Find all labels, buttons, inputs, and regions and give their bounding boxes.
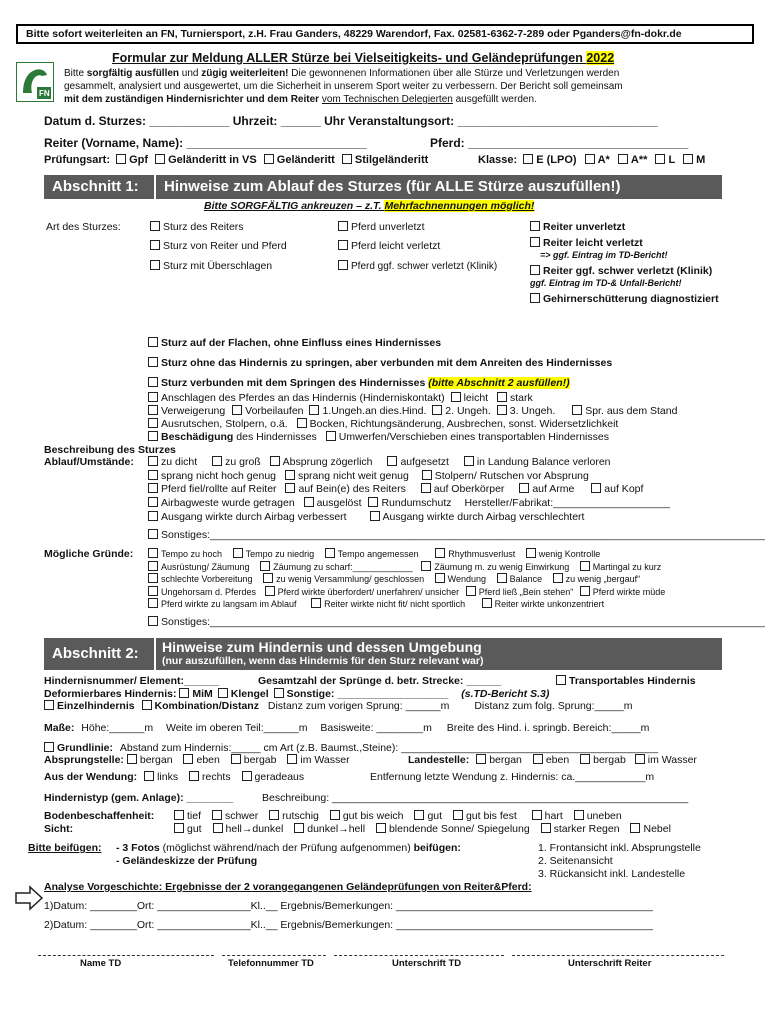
vis-light-dark[interactable]: hell→dunkel	[213, 823, 284, 835]
desc-chipped[interactable]: aufgesetzt	[387, 456, 448, 468]
section2-title: Hinweise zum Hindernis und dessen Umgebung	[162, 639, 482, 655]
vis-rain[interactable]: starker Regen	[541, 823, 620, 835]
top-width-field[interactable]: Weite im oberen Teil:______m	[166, 722, 308, 734]
jump-runout[interactable]: Vorbeilaufen	[232, 405, 303, 417]
reason-balance[interactable]: Balance	[497, 574, 543, 584]
airbag-better[interactable]: Ausgang wirkte durch Airbag verbessert	[148, 511, 347, 523]
desc-on-arms[interactable]: auf Arme	[519, 483, 574, 495]
takeoff-level[interactable]: eben	[183, 754, 219, 766]
concussion[interactable]: Gehirnerschütterung diagnostiziert	[530, 293, 719, 305]
desc-row-3	[148, 483, 643, 495]
desc-label-2: Ablauf/Umstände:	[44, 456, 134, 468]
landing-water[interactable]: im Wasser	[635, 754, 697, 766]
reason-leg-left[interactable]: Pferd ließ „Bein stehen“	[466, 587, 574, 597]
history-line-1[interactable]: 1)Datum: ________Ort: ________________Kl..__ Ergebnis/Bemerkungen: ____________________________________________	[44, 900, 653, 912]
desc-label-1: Beschreibung des Sturzes	[44, 444, 176, 456]
horse-light-injury[interactable]: Pferd leicht verletzt	[338, 240, 440, 252]
reasons-row-4	[148, 586, 665, 597]
rider-unhurt[interactable]: Reiter unverletzt	[530, 221, 625, 233]
desc-hesitant[interactable]: Absprung zögerlich	[270, 456, 373, 468]
reason-preparation[interactable]: schlechte Vorbereitung	[148, 574, 253, 584]
section2-title-box	[156, 638, 722, 670]
base-width-field[interactable]: Basisweite: ________m	[320, 722, 432, 734]
desc-on-head[interactable]: auf Kopf	[591, 483, 643, 495]
attach-label: Bitte beifügen:	[28, 842, 102, 854]
jump-standstill[interactable]: Spr. aus dem Stand	[572, 405, 677, 417]
jump-refusal[interactable]: Verweigerung	[148, 405, 225, 417]
ground-heavy[interactable]: schwer	[212, 810, 258, 822]
ground-good-firm[interactable]: gut bis fest	[453, 810, 517, 822]
ground-good-soft[interactable]: gut bis weich	[330, 810, 404, 822]
date-time-place-line[interactable]: Datum d. Sturzes: ____________ Uhrzeit: ______ Uhr Veranstaltungsort: ______________________________	[44, 114, 658, 128]
desc-on-legs[interactable]: auf Bein(e) des Reiters	[285, 483, 405, 495]
obstacle-number[interactable]: Hindernisnummer/ Element:______	[44, 675, 220, 687]
sig-line-sign-rider[interactable]	[512, 955, 724, 956]
history-line-2[interactable]: 2)Datum: ________Ort: ________________Kl..__ Ergebnis/Bemerkungen: ____________________________________________	[44, 919, 653, 931]
obstacle-width-field[interactable]: Breite des Hind. i. springb. Bereich:_____m	[446, 722, 650, 734]
sig-label-sign-td: Unterschrift TD	[392, 958, 462, 969]
desc-other[interactable]: Sonstiges:_______________________________________________________________________________________________	[148, 529, 765, 541]
arrow-right-icon	[14, 884, 44, 912]
rider-name-line[interactable]: Reiter (Vorname, Name): ___________________________	[44, 136, 367, 150]
exam-type-row: Prüfungsart: Gpf Geländeritt in VS Geländeritt Stilgeländeritt	[44, 154, 429, 166]
class-a1[interactable]: A*	[585, 154, 610, 166]
sig-line-sign-td[interactable]	[334, 955, 504, 956]
reason-rider-unfit[interactable]: Reiter wirkte nicht fit/ nicht sportlich	[311, 599, 465, 609]
ground-good[interactable]: gut	[414, 810, 442, 822]
takeoff-row: Absprungstelle: bergan eben bergab im Wasser	[44, 754, 350, 766]
photo-1: 1. Frontansicht inkl. Absprungstelle	[538, 842, 701, 854]
page-title: Formular zur Meldung ALLER Stürze bei Vielseitigkeits- und Geländeprüfungen 2022	[112, 51, 615, 65]
horse-severe-injury[interactable]: Pferd ggf. schwer verletzt (Klinik)	[338, 260, 497, 272]
fall-jump[interactable]: Sturz verbunden mit dem Springen des Hindernisses (bitte Abschnitt 2 ausfüllen!)	[148, 377, 570, 389]
photo-2: 2. Seitenansicht	[538, 855, 613, 867]
reason-too-fast[interactable]: Tempo zu hoch	[148, 549, 222, 559]
reasons-row-1	[148, 548, 600, 559]
class-l[interactable]: L	[655, 154, 675, 166]
intro-line-1: Bitte sorgfältig ausfüllen und zügig weiterleiten! Die gewonnenen Informationen über alle Stürze und Verletzungen werden	[64, 68, 620, 79]
jump-contact-light[interactable]: leicht	[451, 392, 489, 404]
single-obstacle[interactable]: Einzelhindernis	[44, 700, 135, 712]
groundline-row[interactable]: Grundlinie: Abstand zum Hindernis:_____ cm Art (z.B. Baumst.,Steine): ____________________________________________	[44, 742, 658, 754]
desc-horse-fell-on-rider[interactable]: Pferd fiel/rollte auf Reiter	[148, 483, 277, 495]
vis-fog[interactable]: Nebel	[630, 823, 670, 835]
desc-not-high[interactable]: sprang nicht hoch genug	[148, 470, 276, 482]
desc-stumble[interactable]: Stolpern/ Rutschen vor Absprung	[422, 470, 589, 482]
dist-next[interactable]: Distanz zum folg. Sprung:_____m	[474, 700, 633, 712]
ground-hard[interactable]: hart	[532, 810, 563, 822]
dimensions-row: Maße: Höhe:______m Weite im oberen Teil:______m Basisweite: ________m Breite des Hind. i. springb. Bereich:_____m	[44, 722, 650, 734]
class-e[interactable]: E (LPO)	[520, 154, 576, 166]
vis-good[interactable]: gut	[174, 823, 202, 835]
reason-turn[interactable]: Wendung	[435, 574, 486, 584]
landing-uphill[interactable]: bergan	[476, 754, 522, 766]
fall-type-label: Art des Sturzes:	[46, 221, 121, 233]
horse-unhurt[interactable]: Pferd unverletzt	[338, 221, 425, 233]
airbag-worn[interactable]: Airbagweste wurde getragen	[148, 497, 295, 509]
transportable[interactable]: Transportables Hindernis	[556, 675, 696, 687]
fn-logo	[16, 62, 54, 102]
reason-rhythm[interactable]: Rhythmusverlust	[435, 549, 515, 559]
rider-light-note: => ggf. Eintrag im TD-Bericht!	[540, 250, 668, 260]
section1-title: Hinweise zum Ablauf des Sturzes (für ALLE Stürze auszufüllen!)	[156, 175, 722, 199]
ground-uneven[interactable]: uneben	[574, 810, 622, 822]
airbag-full-protection[interactable]: Rundumschutz	[368, 497, 451, 509]
airbag-manufacturer[interactable]: Hersteller/Fabrikat:____________________	[464, 497, 670, 509]
rider-severe-note: ggf. Eintrag im TD-& Unfall-Bericht!	[530, 278, 682, 288]
height-field[interactable]: Höhe:______m	[81, 722, 154, 734]
landing-level[interactable]: eben	[533, 754, 569, 766]
turn-row: Aus der Wendung: links rechts geradeaus	[44, 771, 305, 783]
obstacle-description[interactable]: Beschreibung: _____________________________________________________________	[262, 792, 689, 804]
exam-gpf[interactable]: Gpf	[113, 154, 148, 166]
rider-severe-injury[interactable]: Reiter ggf. schwer verletzt (Klinik)	[530, 265, 712, 277]
turn-straight[interactable]: geradeaus	[242, 771, 305, 783]
sig-line-phone-td[interactable]	[222, 955, 326, 956]
sig-line-name-td[interactable]	[38, 955, 214, 956]
jump-disob-2[interactable]: 2. Ungeh.	[432, 405, 491, 417]
jump-bucking[interactable]: Bocken, Richtungsänderung, Ausbrechen, sonst. Widersetzlichkeit	[297, 418, 619, 430]
class-row: Klasse: E (LPO) A* A** L M	[478, 154, 706, 166]
logo-text: FN	[39, 89, 50, 98]
reason-bit-weak[interactable]: Zäumung m. zu wenig Einwirkung	[421, 562, 569, 572]
jump-contact-strong[interactable]: stark	[497, 392, 533, 404]
jump-row-3	[148, 418, 618, 430]
section1-note: Bitte SORGFÄLTIG ankreuzen – z.T. Mehrfachnennungen möglich!	[204, 200, 535, 212]
reason-control[interactable]: wenig Kontrolle	[526, 549, 601, 559]
attach-sketch: - Geländeskizze der Prüfung	[116, 855, 258, 867]
deform-mim[interactable]: MiM	[179, 688, 212, 700]
desc-too-close[interactable]: zu dicht	[148, 456, 197, 468]
exam-stil[interactable]: Stilgeländeritt	[342, 154, 428, 166]
deformable-row: Deformierbares Hindernis: MiM Klengel Sonstige: ___________________ (s.TD-Bericht S.3)	[44, 688, 550, 700]
combination[interactable]: Kombination/Distanz	[142, 700, 259, 712]
intro-line-3: mit dem zuständigen Hindernisrichter und dem Reiter vom Technischen Delegierten ausgefüllt werden.	[64, 94, 537, 105]
class-a2[interactable]: A**	[618, 154, 648, 166]
vis-dark-light[interactable]: dunkel→hell	[294, 823, 365, 835]
obstacle-kind-row	[44, 700, 632, 712]
desc-too-big[interactable]: zu groß	[212, 456, 261, 468]
section2-label: Abschnitt 2:	[44, 638, 154, 670]
turn-left[interactable]: links	[144, 771, 178, 783]
art-rider-horse-fall[interactable]: Sturz von Reiter und Pferd	[150, 240, 287, 252]
desc-not-far[interactable]: sprang nicht weit genug	[285, 470, 409, 482]
reason-too-slow[interactable]: Tempo zu niedrig	[233, 549, 315, 559]
jump-contact[interactable]: Anschlagen des Pferdes an das Hindernis (Hinderniskontakt)	[148, 392, 445, 404]
airbag-deployed[interactable]: ausgelöst	[304, 497, 362, 509]
intro-line-2: gesammelt, analysiert und ausgewertet, um die Sicherheit in unserem Sport weiter zu verbessern. Der Bericht soll gemeinsam	[64, 81, 623, 92]
sig-label-sign-rider: Unterschrift Reiter	[568, 958, 652, 969]
desc-row-4	[148, 497, 670, 509]
takeoff-water[interactable]: im Wasser	[287, 754, 349, 766]
reason-overwhelmed[interactable]: Pferd wirkte überfordert/ unerfahren/ unsicher	[265, 587, 460, 597]
jump-displaced[interactable]: Umwerfen/Verschieben eines transportablen Hindernisses	[326, 431, 609, 443]
art-rider-fall[interactable]: Sturz des Reiters	[150, 221, 244, 233]
attach-photos: - 3 Fotos (möglichst während/nach der Prüfung aufgenommen) beifügen:	[116, 842, 461, 854]
obstacle-type[interactable]: Hindernistyp (gem. Anlage): ________	[44, 792, 234, 804]
reason-rider-unfocused[interactable]: Reiter wirkte unkonzentriert	[482, 599, 605, 609]
desc-on-torso[interactable]: auf Oberkörper	[421, 483, 505, 495]
reasons-other[interactable]: Sonstiges:_______________________________________________________________________________________________	[148, 616, 765, 628]
jump-row-2	[148, 405, 677, 417]
fall-approach[interactable]: Sturz ohne das Hindernis zu springen, aber verbunden mit dem Anreiten des Hindernisses	[148, 357, 612, 369]
ground-row	[174, 810, 622, 822]
takeoff-uphill[interactable]: bergan	[127, 754, 173, 766]
total-jumps[interactable]: Gesamtzahl der Sprünge d. betr. Strecke: ______	[258, 675, 502, 687]
jump-row-4	[148, 431, 609, 443]
jump-slip[interactable]: Ausrutschen, Stolpern, o.ä.	[148, 418, 288, 430]
reason-slow-action[interactable]: Pferd wirkte zu langsam im Ablauf	[148, 599, 297, 609]
landing-row: Landestelle: bergan eben bergab im Wasser	[408, 754, 697, 766]
vis-glare[interactable]: blendende Sonne/ Spiegelung	[376, 823, 530, 835]
jump-row-1	[148, 392, 533, 404]
visibility-row	[174, 823, 671, 835]
takeoff-downhill[interactable]: bergab	[231, 754, 277, 766]
history-title: Analyse Vorgeschichte: Ergebnisse der 2 vorangegangenen Geländeprüfungen von Reiter&Pferd:	[44, 881, 532, 893]
reason-disobedience[interactable]: Ungehorsam d. Pferdes	[148, 587, 256, 597]
fax-note: Bitte sofort weiterleiten an FN, Turniersport, z.H. Frau Ganders, 48229 Warendorf, Fax. 02581-6362-7-289 oder Pganders@fn-dokr.de	[26, 28, 682, 40]
horse-name-line[interactable]: Pferd: _________________________________	[430, 136, 689, 150]
art-rollover[interactable]: Sturz mit Überschlagen	[150, 260, 272, 272]
reason-collection[interactable]: zu wenig Versammlung/ geschlossen	[263, 574, 424, 584]
desc-row-5	[148, 511, 584, 523]
reason-bit-sharp[interactable]: Zäumung zu scharf:____________	[260, 562, 413, 572]
visibility-label: Sicht:	[44, 823, 74, 835]
reason-martingale[interactable]: Martingal zu kurz	[580, 562, 662, 572]
turn-right[interactable]: rechts	[189, 771, 231, 783]
reasons-row-5	[148, 598, 604, 609]
jump-disob-1[interactable]: 1.Ungeh.an dies.Hind.	[309, 405, 426, 417]
reason-tired[interactable]: Pferd wirkte müde	[580, 587, 666, 597]
exam-vs[interactable]: Geländeritt in VS	[155, 154, 257, 166]
reason-uphill[interactable]: zu wenig „bergauf“	[553, 574, 641, 584]
title-year: 2022	[586, 51, 615, 65]
ground-deep[interactable]: tief	[174, 810, 201, 822]
jump-damage[interactable]: Beschädigung des Hindernisses	[148, 431, 317, 443]
deform-other[interactable]: Sonstige: ___________________	[274, 688, 449, 700]
desc-row-2	[148, 470, 589, 482]
section1-label: Abschnitt 1:	[44, 175, 154, 199]
class-m[interactable]: M	[683, 154, 705, 166]
deform-klengel[interactable]: Klengel	[218, 688, 269, 700]
ground-label: Bodenbeschaffenheit:	[44, 810, 155, 822]
reasons-row-2	[148, 561, 661, 572]
desc-row-1	[148, 456, 611, 468]
reasons-row-3	[148, 573, 640, 584]
reason-appropriate[interactable]: Tempo angemessen	[325, 549, 419, 559]
desc-landing-balance[interactable]: in Landung Balance verloren	[464, 456, 611, 468]
ground-slippery[interactable]: rutschig	[269, 810, 319, 822]
photo-3: 3. Rückansicht inkl. Landestelle	[538, 868, 686, 880]
exam-gelaendeRitt[interactable]: Geländeritt	[264, 154, 335, 166]
fall-flat[interactable]: Sturz auf der Flachen, ohne Einfluss eines Hindernisses	[148, 337, 441, 349]
turn-distance[interactable]: Entfernung letzte Wendung z. Hindernis: ca.____________m	[370, 771, 655, 783]
sig-label-phone-td: Telefonnummer TD	[228, 958, 314, 969]
reasons-label: Mögliche Gründe:	[44, 548, 134, 560]
airbag-worse[interactable]: Ausgang wirkte durch Airbag verschlechtert	[370, 511, 585, 523]
landing-downhill[interactable]: bergab	[580, 754, 626, 766]
jump-disob-3[interactable]: 3. Ungeh.	[497, 405, 556, 417]
section2-subtitle: (nur auszufüllen, wenn das Hindernis für den Sturz relevant war)	[162, 655, 484, 667]
reason-tack[interactable]: Ausrüstung/ Zäumung	[148, 562, 250, 572]
dist-prev[interactable]: Distanz zum vorigen Sprung: ______m	[267, 700, 450, 712]
rider-light-injury[interactable]: Reiter leicht verletzt	[530, 237, 643, 249]
sig-label-name-td: Name TD	[80, 958, 122, 969]
